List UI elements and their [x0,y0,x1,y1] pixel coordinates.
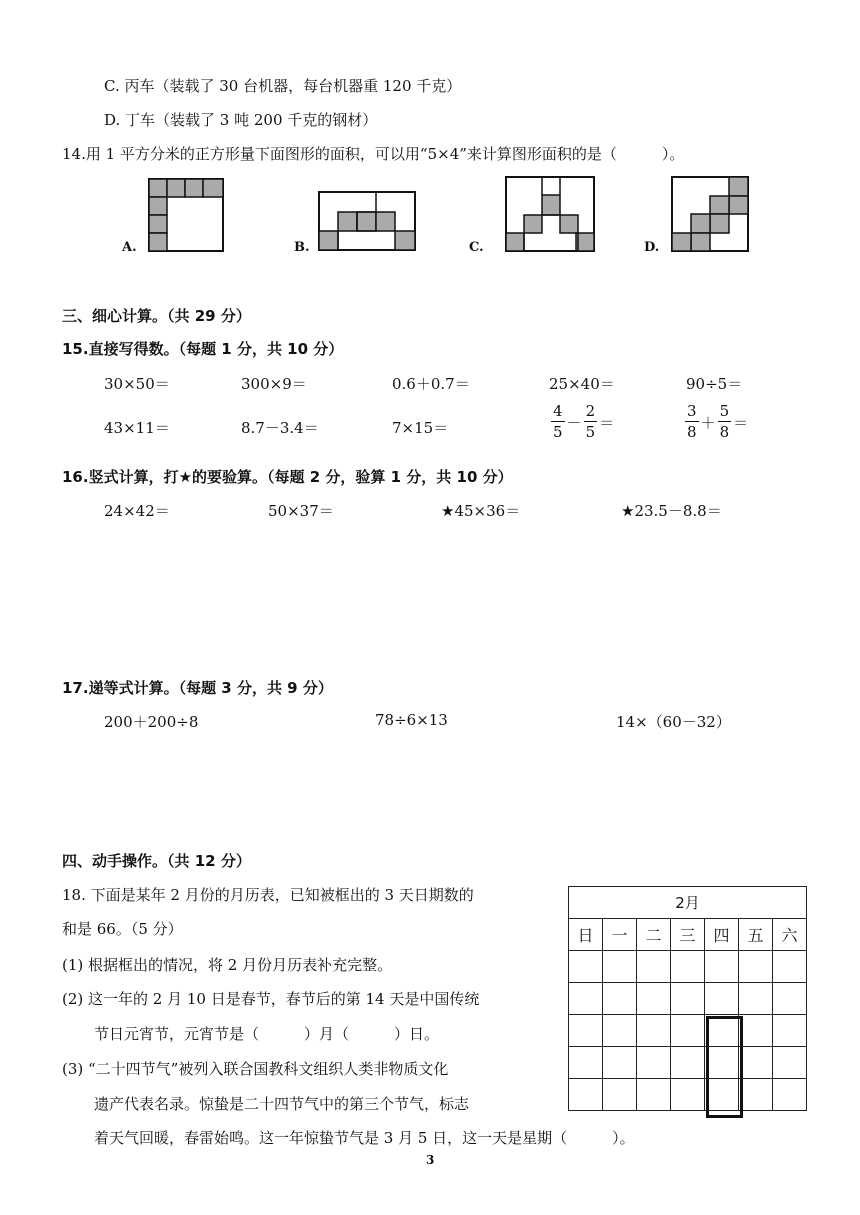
calendar-cell[interactable] [603,1015,637,1047]
calendar-cell[interactable] [569,951,603,983]
february-calendar [568,886,807,1111]
fraction: $\frac{3}{8}$ [687,402,697,441]
q15-item-8: 7×15＝ [392,419,449,437]
calendar-cell[interactable] [603,1047,637,1079]
q17-item-1: 200＋200÷8 [104,713,199,731]
weekday-sat: 六 [773,919,807,951]
q16-title: 16.竖式计算，打★的要验算。（每题 2 分，验算 1 分，共 10 分） [62,468,513,486]
calendar-cell[interactable] [569,1015,603,1047]
calendar-month: 2月 [569,887,807,919]
q17-item-2: 78÷6×13 [375,711,448,729]
calendar-cell[interactable] [739,1047,773,1079]
calendar-cell[interactable] [603,951,637,983]
q14-label-a: A. [122,240,137,255]
calendar-cell[interactable] [569,983,603,1015]
calendar-cell[interactable] [773,1047,807,1079]
q16-item-3: ★45×36＝ [441,502,521,520]
q17-item-3: 14×（60－32） [616,713,731,731]
section-3-title: 三、细心计算。（共 29 分） [62,307,251,325]
q14-label-c: C. [469,240,484,255]
q15-item-5: 90÷5＝ [686,375,743,393]
weekday-thu: 四 [705,919,739,951]
q16-item-2: 50×37＝ [268,502,334,520]
q15-item-6: 43×11＝ [104,419,170,437]
calendar-cell[interactable] [637,1015,671,1047]
q15-item-3: 0.6＋0.7＝ [392,375,470,393]
q14-stem: 14.用 1 平方分米的正方形量下面图形的面积，可以用“5×4”来计算图形面积的是（ ）。 [62,145,685,163]
fraction: $\frac{2}{5}$ [585,402,596,441]
fraction: $\frac{4}{5}$ [553,402,563,441]
calendar-cell[interactable] [637,951,671,983]
calendar-cell[interactable] [637,983,671,1015]
fraction: $\frac{5}{8}$ [719,402,730,441]
q17-title: 17.递等式计算。（每题 3 分，共 9 分） [62,679,333,697]
q18-line-1: 18. 下面是某年 2 月份的月历表，已知被框出的 3 天日期数的 [62,886,474,904]
section-4-title: 四、动手操作。（共 12 分） [62,852,251,870]
highlighted-date-frame [706,1016,743,1118]
calendar-cell[interactable] [569,1047,603,1079]
q15-item-10: $\frac{3}{8}$ ＋ $\frac{5}{8}$ ＝ [687,402,749,441]
calendar-cell[interactable] [637,1047,671,1079]
calendar-cell[interactable] [773,983,807,1015]
q15-item-2: 300×9＝ [241,375,307,393]
calendar-cell[interactable] [671,951,705,983]
q18-part-3-line-1: (3) “二十四节气”被列入联合国教科文组织人类非物质文化 [62,1060,449,1078]
weekday-wed: 三 [671,919,705,951]
calendar-cell[interactable] [739,1015,773,1047]
weekday-tue: 二 [637,919,671,951]
q15-title: 15.直接写得数。（每题 1 分，共 10 分） [62,340,344,358]
calendar-cell[interactable] [671,1079,705,1111]
q15-item-9: $\frac{4}{5}$ － $\frac{2}{5}$ ＝ [553,402,615,441]
page-number: 3 [426,1153,435,1167]
calendar-cell[interactable] [603,1079,637,1111]
q15-item-7: 8.7－3.4＝ [241,419,319,437]
calendar-cell[interactable] [671,1015,705,1047]
q16-item-1: 24×42＝ [104,502,170,520]
q16-item-4: ★23.5－8.8＝ [621,502,722,520]
calendar-cell[interactable] [603,983,637,1015]
calendar-cell[interactable] [637,1079,671,1111]
calendar-cell[interactable] [705,951,739,983]
q14-label-b: B. [294,240,310,255]
q14-figure-d [671,176,751,254]
q14-figure-a [148,178,226,253]
q14-label-d: D. [644,240,660,255]
q18-part-3-line-3: 着天气回暖，春雷始鸣。这一年惊蛰节气是 3 月 5 日，这一天是星期（ ）。 [94,1129,635,1147]
q15-item-4: 25×40＝ [549,375,615,393]
calendar-cell[interactable] [773,1079,807,1111]
calendar-cell[interactable] [773,951,807,983]
calendar-cell[interactable] [671,1047,705,1079]
weekday-fri: 五 [739,919,773,951]
calendar-cell[interactable] [705,983,739,1015]
q18-line-2: 和是 66。（5 分） [62,920,183,938]
calendar-cell[interactable] [739,983,773,1015]
calendar-cell[interactable] [671,983,705,1015]
q14-figure-b [318,191,418,253]
q15-item-1: 30×50＝ [104,375,170,393]
q18-part-1: (1) 根据框出的情况，将 2 月份月历表补充完整。 [62,956,393,974]
q18-part-2-line-1: (2) 这一年的 2 月 10 日是春节，春节后的第 14 天是中国传统 [62,990,480,1008]
weekday-mon: 一 [603,919,637,951]
calendar-cell[interactable] [739,1079,773,1111]
q14-figure-c [505,176,597,254]
weekday-sun: 日 [569,919,603,951]
q18-part-3-line-2: 遗产代表名录。惊蛰是二十四节气中的第三个节气，标志 [94,1095,470,1113]
q18-part-2-line-2: 节日元宵节，元宵节是（ ）月（ ）日。 [94,1025,440,1043]
calendar-cell[interactable] [569,1079,603,1111]
q13-option-c: C. 丙车（装载了 30 台机器，每台机器重 120 千克） [104,77,462,95]
calendar-cell[interactable] [739,951,773,983]
calendar-cell[interactable] [773,1015,807,1047]
q13-option-d: D. 丁车（装载了 3 吨 200 千克的钢材） [104,111,378,129]
